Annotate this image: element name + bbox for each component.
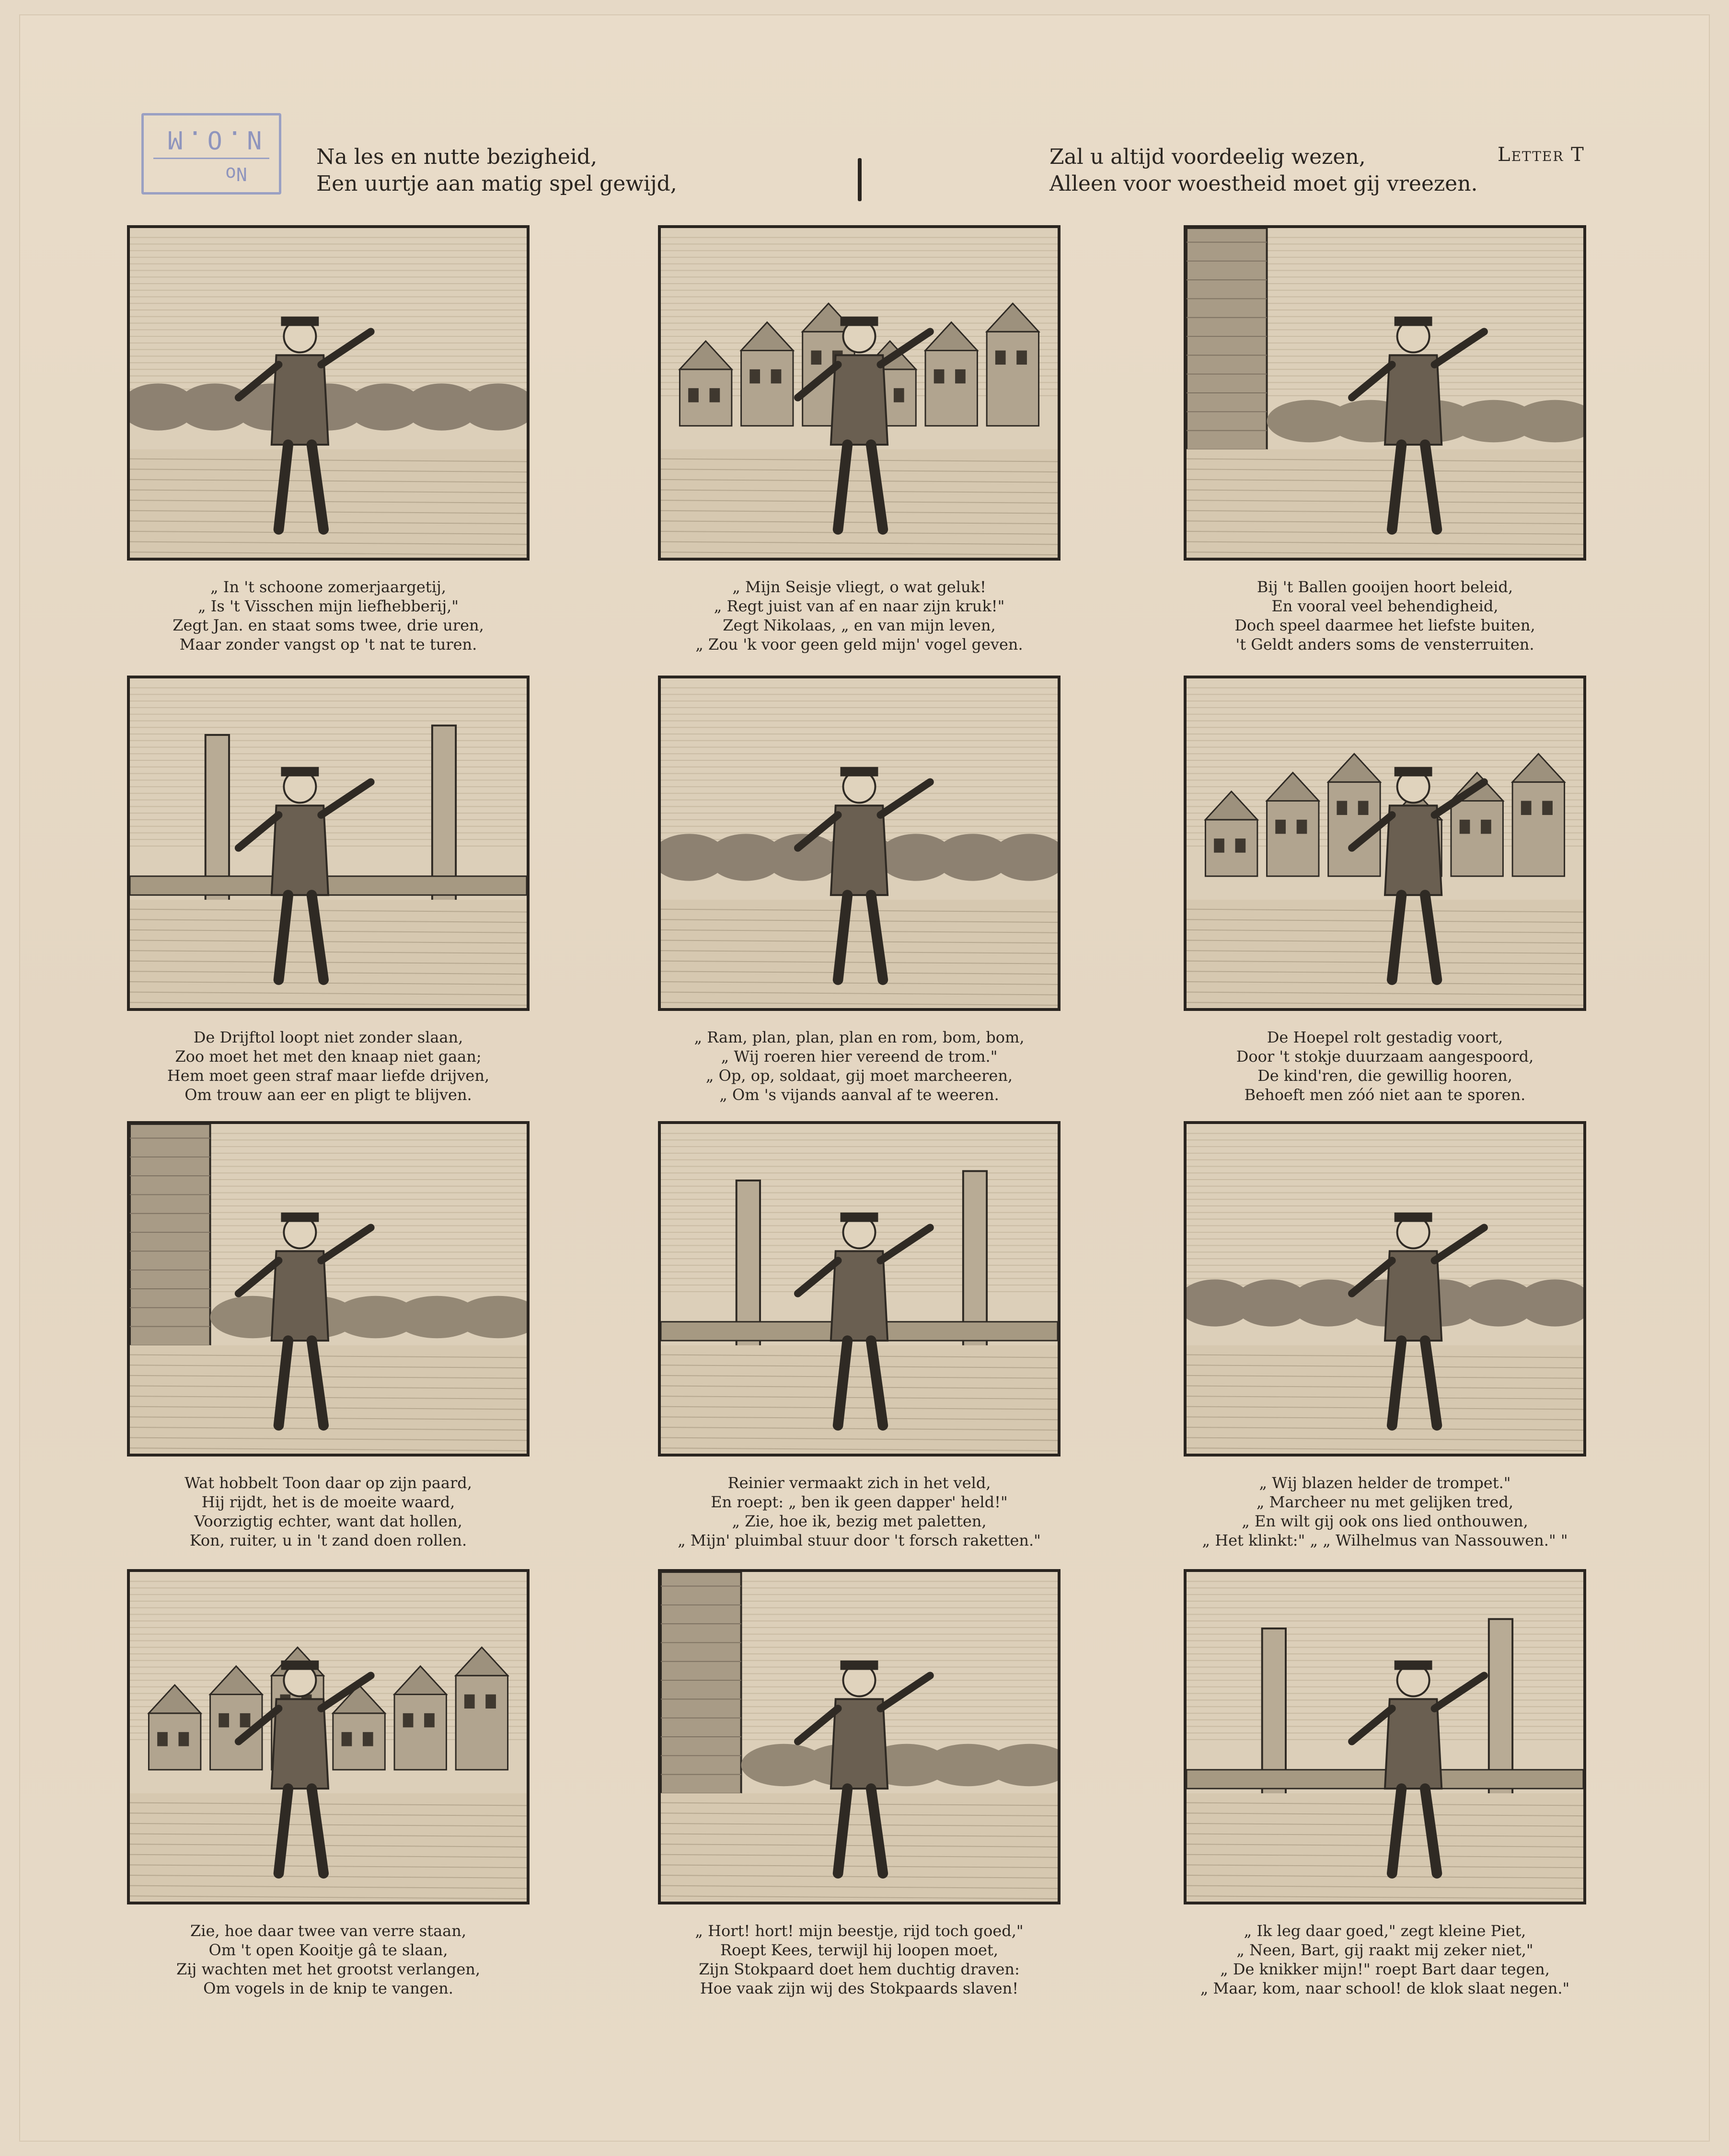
verse-line: Om vogels in de knip te vangen. — [203, 1979, 453, 1997]
verse-line: Voorzigtig echter, want dat hollen, — [194, 1512, 462, 1530]
verse-line: Zij wachten met het grootst verlangen, — [176, 1960, 481, 1978]
verse-line: De kind'ren, die gewillig hooren, — [1257, 1067, 1512, 1085]
verse-caption — [624, 1028, 1094, 1104]
verse-line: „ Mijn Seisje vliegt, o wat geluk! — [732, 578, 986, 596]
verse-line: Kon, ruiter, u in 't zand doen rollen. — [189, 1531, 467, 1549]
header-center-ornament — [858, 158, 862, 201]
ball-scene-woodcut — [1187, 228, 1583, 558]
stamp-text-bottom: No — [225, 163, 247, 184]
verse-line: „ Mijn' pluimbal stuur door 't forsch raketten." — [678, 1531, 1041, 1549]
fishing-scene-woodcut — [130, 228, 527, 558]
verse-line: „ Is 't Visschen mijn liefhebberij," — [197, 597, 459, 615]
verse-line: Doch speel daarmee het liefste buiten, — [1234, 616, 1535, 634]
verse-line: „ Ram, plan, plan, plan en rom, bom, bom, — [694, 1028, 1025, 1046]
illustration-fishing-scene — [127, 225, 530, 561]
illustration-bird-trap-scene — [127, 1569, 530, 1904]
verse-caption — [1150, 577, 1620, 654]
verse-line: „ Het klinkt:" „ „ Wilhelmus van Nassouwen." " — [1202, 1531, 1568, 1549]
verse-caption — [624, 1921, 1094, 1998]
verse-line: Maar zonder vangst op 't nat te turen. — [179, 635, 477, 654]
illustration-trumpet-scene — [1184, 1121, 1586, 1456]
stamp-divider — [153, 158, 269, 159]
verse-line: „ Maar, kom, naar school! de klok slaat negen." — [1200, 1979, 1570, 1997]
verse-caption — [93, 577, 563, 654]
illustration-drum-scene — [658, 676, 1060, 1011]
rocking-horse-scene-woodcut — [130, 1124, 527, 1454]
trumpet-scene-woodcut — [1187, 1124, 1583, 1454]
collection-stamp — [141, 113, 281, 195]
battledore-scene-woodcut — [661, 1124, 1058, 1454]
verse-line: Om trouw aan eer en pligt te blijven. — [184, 1086, 472, 1104]
header-verse-left — [316, 144, 677, 197]
verse-line: Hoe vaak zijn wij des Stokpaards slaven! — [700, 1979, 1019, 1997]
header-right-line-1: Zal u altijd voordeelig wezen, — [1049, 145, 1366, 169]
verse-line: 't Geldt anders soms de vensterruiten. — [1235, 635, 1534, 654]
verse-line: „ Regt juist van af en naar zijn kruk!" — [714, 597, 1005, 615]
marbles-scene-woodcut — [1187, 1572, 1583, 1902]
verse-line: Zegt Nikolaas, „ en van mijn leven, — [723, 616, 996, 634]
verse-line: „ Neen, Bart, gij raakt mij zeker niet," — [1236, 1941, 1533, 1959]
verse-line: Hij rijdt, het is de moeite waard, — [201, 1493, 455, 1511]
header-right-line-2: Alleen voor woestheid moet gij vreezen. — [1049, 172, 1478, 196]
verse-caption — [93, 1473, 563, 1550]
header-verse-right — [1049, 144, 1478, 197]
verse-line: Om 't open Kooitje gâ te slaan, — [208, 1941, 448, 1959]
hobby-horse-scene-woodcut — [661, 1572, 1058, 1902]
top-scene-woodcut — [130, 678, 527, 1008]
verse-line: De Drijftol loopt niet zonder slaan, — [193, 1028, 463, 1046]
verse-line: „ Zou 'k voor geen geld mijn' vogel geven. — [695, 635, 1023, 654]
verse-line: „ En wilt gij ook ons lied onthouwen, — [1242, 1512, 1528, 1530]
verse-line: Zoo moet het met den knaap niet gaan; — [175, 1047, 482, 1066]
verse-line: „ Wij roeren hier vereend de trom." — [721, 1047, 998, 1066]
verse-caption — [1150, 1028, 1620, 1104]
verse-line: „ Hort! hort! mijn beestje, rijd toch goed," — [695, 1922, 1024, 1940]
verse-line: Zijn Stokpaard doet hem duchtig draven: — [699, 1960, 1020, 1978]
verse-line: En vooral veel behendigheid, — [1271, 597, 1498, 615]
verse-line: Roept Kees, terwijl hij loopen moet, — [720, 1941, 999, 1959]
verse-line: Behoeft men zóó niet aan te sporen. — [1244, 1086, 1526, 1104]
kite-scene-woodcut — [661, 228, 1058, 558]
hoop-scene-woodcut — [1187, 678, 1583, 1008]
verse-line: Zegt Jan. en staat soms twee, drie uren, — [173, 616, 484, 634]
verse-line: „ De knikker mijn!" roept Bart daar tegen, — [1220, 1960, 1550, 1978]
illustration-rocking-horse-scene — [127, 1121, 530, 1456]
verse-line: „ Marcheer nu met gelijken tred, — [1256, 1493, 1514, 1511]
illustration-hobby-horse-scene — [658, 1569, 1060, 1904]
verse-line: De Hoepel rolt gestadig voort, — [1267, 1028, 1503, 1046]
verse-line: Wat hobbelt Toon daar op zijn paard, — [184, 1474, 472, 1492]
verse-line: Bij 't Ballen gooijen hoort beleid, — [1256, 578, 1513, 596]
verse-caption — [624, 577, 1094, 654]
verse-line: Reinier vermaakt zich in het veld, — [727, 1474, 991, 1492]
illustration-battledore-scene — [658, 1121, 1060, 1456]
verse-caption — [93, 1921, 563, 1998]
verse-caption — [624, 1473, 1094, 1550]
verse-line: Zie, hoe daar twee van verre staan, — [190, 1922, 466, 1940]
bird-trap-scene-woodcut — [130, 1572, 527, 1902]
verse-line: „ Zie, hoe ik, bezig met paletten, — [732, 1512, 987, 1530]
stamp-text-top: N.O.M — [163, 125, 262, 154]
header-left-line-2: Een uurtje aan matig spel gewijd, — [316, 172, 677, 196]
verse-line: „ In 't schoone zomerjaargetij, — [210, 578, 446, 596]
verse-line: „ Op, op, soldaat, gij moet marcheeren, — [705, 1067, 1013, 1085]
drum-scene-woodcut — [661, 678, 1058, 1008]
verse-line: „ Ik leg daar goed," zegt kleine Piet, — [1244, 1922, 1526, 1940]
verse-line: En roept: „ ben ik geen dapper' held!" — [711, 1493, 1008, 1511]
verse-line: Door 't stokje duurzaam aangespoord, — [1236, 1047, 1534, 1066]
illustration-top-scene — [127, 676, 530, 1011]
verse-line: Hem moet geen straf maar liefde drijven, — [167, 1067, 490, 1085]
illustration-marbles-scene — [1184, 1569, 1586, 1904]
sheet-letter-label: Letter T — [1498, 144, 1585, 166]
header-left-line-1: Na les en nutte bezigheid, — [316, 145, 598, 169]
verse-line: „ Om 's vijands aanval af te weeren. — [719, 1086, 999, 1104]
illustration-ball-scene — [1184, 225, 1586, 561]
verse-caption — [1150, 1473, 1620, 1550]
verse-caption — [1150, 1921, 1620, 1998]
illustration-kite-scene — [658, 225, 1060, 561]
verse-line: „ Wij blazen helder de trompet." — [1259, 1474, 1511, 1492]
verse-caption — [93, 1028, 563, 1104]
illustration-hoop-scene — [1184, 676, 1586, 1011]
